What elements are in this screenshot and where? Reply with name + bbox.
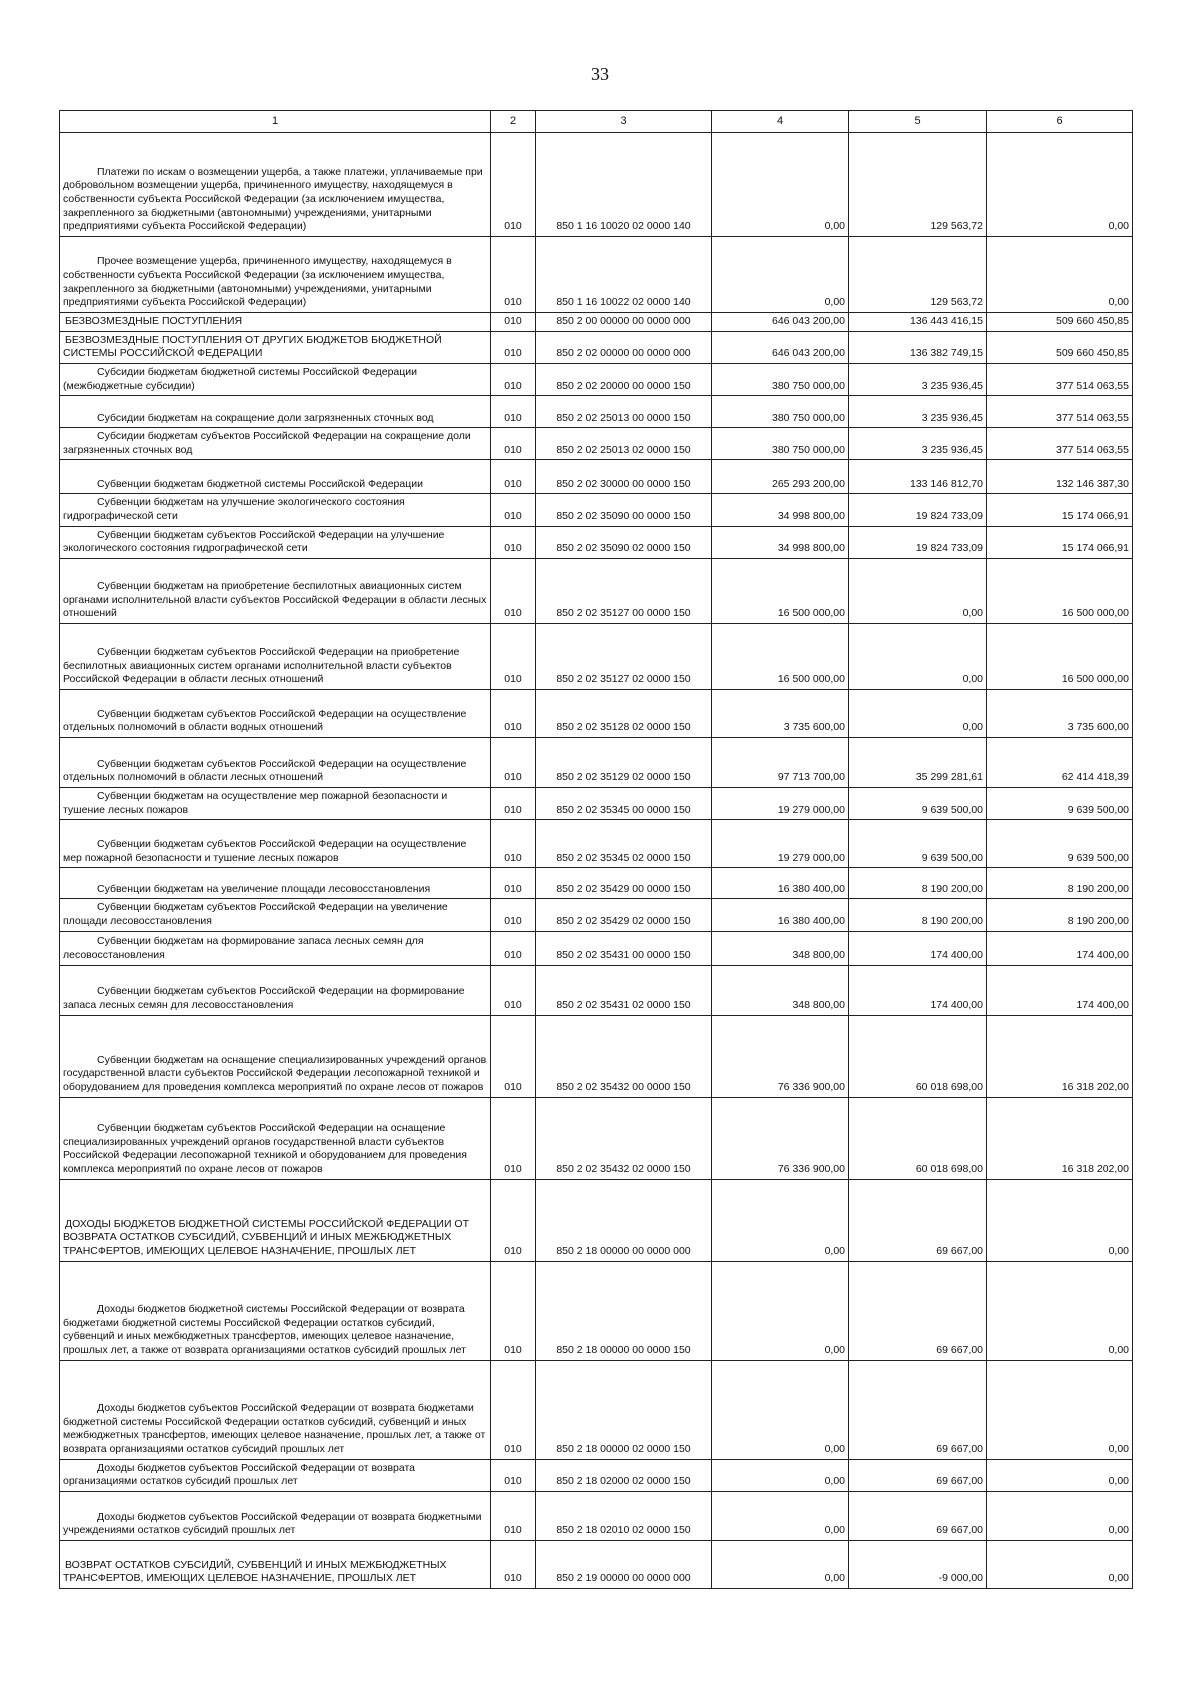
row-description: Субсидии бюджетам на сокращение доли загрязненных сточных вод <box>60 396 491 428</box>
row-description: Доходы бюджетов субъектов Российской Федерации от возврата организациями остатков субсидий прошлых лет <box>60 1459 491 1491</box>
amount-col4: 34 998 800,00 <box>712 494 849 526</box>
amount-col4: 76 336 900,00 <box>712 1015 849 1097</box>
amount-col5: 19 824 733,09 <box>849 526 987 558</box>
table-row <box>60 868 1133 899</box>
amount-col6: 509 660 450,85 <box>987 331 1133 363</box>
administrator-code: 010 <box>491 624 536 690</box>
amount-col5: 35 299 281,61 <box>849 738 987 788</box>
amount-col5: 3 235 936,45 <box>849 396 987 428</box>
amount-col5: 69 667,00 <box>849 1491 987 1540</box>
amount-col6: 9 639 500,00 <box>987 820 1133 868</box>
amount-col5: 3 235 936,45 <box>849 428 987 460</box>
amount-col5: 129 563,72 <box>849 237 987 313</box>
amount-col6: 132 146 387,30 <box>987 460 1133 494</box>
budget-classification-code: 850 2 18 00000 00 0000 150 <box>536 1261 712 1360</box>
amount-col5: 9 639 500,00 <box>849 820 987 868</box>
amount-col4: 0,00 <box>712 1540 849 1588</box>
administrator-code: 010 <box>491 1540 536 1588</box>
table-row <box>60 820 1133 868</box>
amount-col5: 0,00 <box>849 690 987 738</box>
row-description: Платежи по искам о возмещении ущерба, а также платежи, уплачиваемые при добровольном возмещении ущерба, причиненного имуществу, находящемуся в собственности субъекта Российской Федерации (за исключением имущества, закрепленного за бюджетными (автономными) учреждениями, унитарными предприятиями субъекта Российской Федерации) <box>60 133 491 237</box>
amount-col4: 0,00 <box>712 133 849 237</box>
amount-col5: 133 146 812,70 <box>849 460 987 494</box>
table-row <box>60 965 1133 1015</box>
amount-col5: 69 667,00 <box>849 1459 987 1491</box>
row-description: Субвенции бюджетам субъектов Российской Федерации на осуществление мер пожарной безопасности и тушение лесных пожаров <box>60 820 491 868</box>
amount-col6: 16 318 202,00 <box>987 1015 1133 1097</box>
row-description: БЕЗВОЗМЕЗДНЫЕ ПОСТУПЛЕНИЯ <box>60 313 491 332</box>
amount-col5: 69 667,00 <box>849 1360 987 1459</box>
budget-classification-code: 850 2 02 35127 00 0000 150 <box>536 559 712 624</box>
amount-col4: 0,00 <box>712 1261 849 1360</box>
budget-classification-code: 850 2 02 35431 02 0000 150 <box>536 965 712 1015</box>
budget-classification-code: 850 2 02 35127 02 0000 150 <box>536 624 712 690</box>
column-header-3: 3 <box>536 111 712 133</box>
amount-col6: 0,00 <box>987 133 1133 237</box>
budget-classification-code: 850 2 02 35345 02 0000 150 <box>536 820 712 868</box>
administrator-code: 010 <box>491 690 536 738</box>
budget-classification-code: 850 2 02 35429 00 0000 150 <box>536 868 712 899</box>
amount-col6: 509 660 450,85 <box>987 313 1133 332</box>
amount-col6: 62 414 418,39 <box>987 738 1133 788</box>
amount-col4: 348 800,00 <box>712 931 849 965</box>
table-row <box>60 1097 1133 1179</box>
amount-col5: 136 382 749,15 <box>849 331 987 363</box>
row-description: Субвенции бюджетам на приобретение беспилотных авиационных систем органами исполнительной власти субъектов Российской Федерации в области лесных отношений <box>60 559 491 624</box>
budget-classification-code: 850 2 18 02010 02 0000 150 <box>536 1491 712 1540</box>
amount-col6: 377 514 063,55 <box>987 396 1133 428</box>
table-row <box>60 428 1133 460</box>
administrator-code: 010 <box>491 1015 536 1097</box>
row-description: ВОЗВРАТ ОСТАТКОВ СУБСИДИЙ, СУБВЕНЦИЙ И ИНЫХ МЕЖБЮДЖЕТНЫХ ТРАНСФЕРТОВ, ИМЕЮЩИХ ЦЕЛЕВОЕ НАЗНАЧЕНИЕ, ПРОШЛЫХ ЛЕТ <box>60 1540 491 1588</box>
amount-col5: 3 235 936,45 <box>849 363 987 395</box>
row-description: Субвенции бюджетам бюджетной системы Российской Федерации <box>60 460 491 494</box>
table-row <box>60 1491 1133 1540</box>
row-description: Субвенции бюджетам на улучшение экологического состояния гидрографической сети <box>60 494 491 526</box>
budget-classification-code: 850 2 02 25013 00 0000 150 <box>536 396 712 428</box>
row-description: Субвенции бюджетам субъектов Российской Федерации на увеличение площади лесовосстановления <box>60 899 491 931</box>
table-row <box>60 363 1133 395</box>
budget-classification-code: 850 1 16 10022 02 0000 140 <box>536 237 712 313</box>
amount-col5: 174 400,00 <box>849 931 987 965</box>
amount-col4: 0,00 <box>712 237 849 313</box>
administrator-code: 010 <box>491 428 536 460</box>
budget-classification-code: 850 2 19 00000 00 0000 000 <box>536 1540 712 1588</box>
administrator-code: 010 <box>491 931 536 965</box>
row-description: Субсидии бюджетам субъектов Российской Федерации на сокращение доли загрязненных сточных вод <box>60 428 491 460</box>
budget-classification-code: 850 2 02 25013 02 0000 150 <box>536 428 712 460</box>
column-number-header-row <box>60 111 1133 133</box>
row-description: Доходы бюджетов субъектов Российской Федерации от возврата бюджетными учреждениями остатков субсидий прошлых лет <box>60 1491 491 1540</box>
budget-classification-code: 850 2 02 35090 00 0000 150 <box>536 494 712 526</box>
row-description: Субвенции бюджетам на осуществление мер пожарной безопасности и тушение лесных пожаров <box>60 788 491 820</box>
amount-col4: 76 336 900,00 <box>712 1097 849 1179</box>
table-row <box>60 1179 1133 1261</box>
amount-col5: 129 563,72 <box>849 133 987 237</box>
amount-col6: 377 514 063,55 <box>987 363 1133 395</box>
budget-classification-code: 850 2 02 20000 00 0000 150 <box>536 363 712 395</box>
row-description: Доходы бюджетов бюджетной системы Российской Федерации от возврата бюджетами бюджетной системы Российской Федерации остатков субсидий, субвенций и иных межбюджетных трансфертов, имеющих целевое назначение, прошлых лет, а также от возврата организациями остатков субсидий прошлых лет <box>60 1261 491 1360</box>
amount-col4: 265 293 200,00 <box>712 460 849 494</box>
table-row <box>60 396 1133 428</box>
budget-classification-code: 850 2 02 35129 02 0000 150 <box>536 738 712 788</box>
column-header-5: 5 <box>849 111 987 133</box>
administrator-code: 010 <box>491 460 536 494</box>
administrator-code: 010 <box>491 1459 536 1491</box>
amount-col5: 69 667,00 <box>849 1261 987 1360</box>
amount-col4: 34 998 800,00 <box>712 526 849 558</box>
amount-col4: 646 043 200,00 <box>712 331 849 363</box>
table-row <box>60 899 1133 931</box>
amount-col4: 0,00 <box>712 1491 849 1540</box>
column-header-4: 4 <box>712 111 849 133</box>
amount-col4: 16 500 000,00 <box>712 624 849 690</box>
budget-classification-code: 850 2 00 00000 00 0000 000 <box>536 313 712 332</box>
page-number: 33 <box>591 64 609 84</box>
administrator-code: 010 <box>491 788 536 820</box>
table-row <box>60 1360 1133 1459</box>
table-row <box>60 931 1133 965</box>
table-row <box>60 526 1133 558</box>
column-header-2: 2 <box>491 111 536 133</box>
administrator-code: 010 <box>491 965 536 1015</box>
administrator-code: 010 <box>491 133 536 237</box>
row-description: Субсидии бюджетам бюджетной системы Российской Федерации (межбюджетные субсидии) <box>60 363 491 395</box>
amount-col6: 9 639 500,00 <box>987 788 1133 820</box>
row-description: Субвенции бюджетам субъектов Российской Федерации на осуществление отдельных полномочий в области водных отношений <box>60 690 491 738</box>
amount-col4: 19 279 000,00 <box>712 820 849 868</box>
table-row <box>60 738 1133 788</box>
amount-col4: 348 800,00 <box>712 965 849 1015</box>
administrator-code: 010 <box>491 1261 536 1360</box>
amount-col6: 15 174 066,91 <box>987 494 1133 526</box>
budget-classification-code: 850 2 02 00000 00 0000 000 <box>536 331 712 363</box>
administrator-code: 010 <box>491 1097 536 1179</box>
budget-classification-code: 850 2 02 35429 02 0000 150 <box>536 899 712 931</box>
administrator-code: 010 <box>491 363 536 395</box>
amount-col5: 0,00 <box>849 559 987 624</box>
amount-col6: 0,00 <box>987 237 1133 313</box>
row-description: Субвенции бюджетам субъектов Российской Федерации на осуществление отдельных полномочий в области лесных отношений <box>60 738 491 788</box>
row-description: Субвенции бюджетам субъектов Российской Федерации на улучшение экологического состояния гидрографической сети <box>60 526 491 558</box>
amount-col6: 174 400,00 <box>987 931 1133 965</box>
amount-col6: 16 500 000,00 <box>987 559 1133 624</box>
amount-col4: 380 750 000,00 <box>712 396 849 428</box>
administrator-code: 010 <box>491 494 536 526</box>
table-row <box>60 559 1133 624</box>
table-row <box>60 331 1133 363</box>
row-description: Субвенции бюджетам на увеличение площади лесовосстановления <box>60 868 491 899</box>
amount-col6: 174 400,00 <box>987 965 1133 1015</box>
table-row <box>60 1540 1133 1588</box>
amount-col5: 19 824 733,09 <box>849 494 987 526</box>
row-description: Субвенции бюджетам на оснащение специализированных учреждений органов государственной власти субъектов Российской Федерации лесопожарной техникой и оборудованием для проведения комплекса мероприятий по охране лесов от пожаров <box>60 1015 491 1097</box>
amount-col4: 19 279 000,00 <box>712 788 849 820</box>
column-header-6: 6 <box>987 111 1133 133</box>
row-description: Субвенции бюджетам субъектов Российской Федерации на приобретение беспилотных авиационных систем органами исполнительной власти субъектов Российской Федерации в области лесных отношений <box>60 624 491 690</box>
administrator-code: 010 <box>491 738 536 788</box>
administrator-code: 010 <box>491 331 536 363</box>
administrator-code: 010 <box>491 1360 536 1459</box>
table-row <box>60 494 1133 526</box>
amount-col4: 646 043 200,00 <box>712 313 849 332</box>
administrator-code: 010 <box>491 526 536 558</box>
table-row <box>60 624 1133 690</box>
table-row <box>60 313 1133 332</box>
amount-col6: 0,00 <box>987 1459 1133 1491</box>
row-description: Доходы бюджетов субъектов Российской Федерации от возврата бюджетами бюджетной системы Российской Федерации остатков субсидий, субвенций и иных межбюджетных трансфертов, имеющих целевое назначение, прошлых лет, а также от возврата организациями остатков субсидий прошлых лет <box>60 1360 491 1459</box>
budget-classification-code: 850 2 02 35345 00 0000 150 <box>536 788 712 820</box>
row-description: БЕЗВОЗМЕЗДНЫЕ ПОСТУПЛЕНИЯ ОТ ДРУГИХ БЮДЖЕТОВ БЮДЖЕТНОЙ СИСТЕМЫ РОССИЙСКОЙ ФЕДЕРАЦИИ <box>60 331 491 363</box>
amount-col5: 8 190 200,00 <box>849 868 987 899</box>
amount-col6: 377 514 063,55 <box>987 428 1133 460</box>
amount-col4: 0,00 <box>712 1179 849 1261</box>
budget-classification-code: 850 2 18 02000 02 0000 150 <box>536 1459 712 1491</box>
column-header-1: 1 <box>60 111 491 133</box>
budget-classification-code: 850 2 18 00000 02 0000 150 <box>536 1360 712 1459</box>
amount-col4: 380 750 000,00 <box>712 428 849 460</box>
administrator-code: 010 <box>491 1179 536 1261</box>
amount-col4: 380 750 000,00 <box>712 363 849 395</box>
amount-col5: 0,00 <box>849 624 987 690</box>
amount-col6: 3 735 600,00 <box>987 690 1133 738</box>
amount-col4: 16 500 000,00 <box>712 559 849 624</box>
budget-classification-code: 850 2 02 35128 02 0000 150 <box>536 690 712 738</box>
amount-col6: 16 318 202,00 <box>987 1097 1133 1179</box>
administrator-code: 010 <box>491 868 536 899</box>
table-row <box>60 237 1133 313</box>
amount-col6: 8 190 200,00 <box>987 899 1133 931</box>
amount-col5: 136 443 416,15 <box>849 313 987 332</box>
table-body <box>60 133 1133 1589</box>
table-row <box>60 1015 1133 1097</box>
row-description: Субвенции бюджетам на формирование запаса лесных семян для лесовосстановления <box>60 931 491 965</box>
amount-col4: 16 380 400,00 <box>712 868 849 899</box>
amount-col4: 97 713 700,00 <box>712 738 849 788</box>
amount-col5: 69 667,00 <box>849 1179 987 1261</box>
administrator-code: 010 <box>491 559 536 624</box>
administrator-code: 010 <box>491 820 536 868</box>
amount-col6: 0,00 <box>987 1179 1133 1261</box>
table-row <box>60 133 1133 237</box>
row-description: ДОХОДЫ БЮДЖЕТОВ БЮДЖЕТНОЙ СИСТЕМЫ РОССИЙСКОЙ ФЕДЕРАЦИИ ОТ ВОЗВРАТА ОСТАТКОВ СУБСИДИЙ, СУБВЕНЦИЙ И ИНЫХ МЕЖБЮДЖЕТНЫХ ТРАНСФЕРТОВ, ИМЕЮЩИХ ЦЕЛЕВОЕ НАЗНАЧЕНИЕ, ПРОШЛЫХ ЛЕТ <box>60 1179 491 1261</box>
row-description: Прочее возмещение ущерба, причиненного имуществу, находящемуся в собственности субъекта Российской Федерации (за исключением имущества, закрепленного за бюджетными (автономными) учреждениями, унитарными предприятиями субъекта Российской Федерации) <box>60 237 491 313</box>
amount-col6: 0,00 <box>987 1261 1133 1360</box>
amount-col6: 16 500 000,00 <box>987 624 1133 690</box>
budget-classification-code: 850 2 18 00000 00 0000 000 <box>536 1179 712 1261</box>
amount-col6: 15 174 066,91 <box>987 526 1133 558</box>
amount-col6: 0,00 <box>987 1360 1133 1459</box>
amount-col4: 0,00 <box>712 1459 849 1491</box>
budget-classification-code: 850 2 02 30000 00 0000 150 <box>536 460 712 494</box>
amount-col6: 8 190 200,00 <box>987 868 1133 899</box>
amount-col4: 3 735 600,00 <box>712 690 849 738</box>
table-row <box>60 1261 1133 1360</box>
table-row <box>60 1459 1133 1491</box>
table-row <box>60 690 1133 738</box>
administrator-code: 010 <box>491 1491 536 1540</box>
administrator-code: 010 <box>491 396 536 428</box>
budget-classification-code: 850 2 02 35432 00 0000 150 <box>536 1015 712 1097</box>
amount-col6: 0,00 <box>987 1540 1133 1588</box>
budget-revenue-table <box>59 110 1133 1589</box>
amount-col4: 0,00 <box>712 1360 849 1459</box>
row-description: Субвенции бюджетам субъектов Российской Федерации на формирование запаса лесных семян для лесовосстановления <box>60 965 491 1015</box>
amount-col5: 60 018 698,00 <box>849 1015 987 1097</box>
amount-col5: 8 190 200,00 <box>849 899 987 931</box>
amount-col6: 0,00 <box>987 1491 1133 1540</box>
administrator-code: 010 <box>491 899 536 931</box>
budget-classification-code: 850 2 02 35431 00 0000 150 <box>536 931 712 965</box>
budget-classification-code: 850 2 02 35432 02 0000 150 <box>536 1097 712 1179</box>
administrator-code: 010 <box>491 313 536 332</box>
table-row <box>60 788 1133 820</box>
budget-classification-code: 850 1 16 10020 02 0000 140 <box>536 133 712 237</box>
amount-col4: 16 380 400,00 <box>712 899 849 931</box>
amount-col5: 60 018 698,00 <box>849 1097 987 1179</box>
budget-classification-code: 850 2 02 35090 02 0000 150 <box>536 526 712 558</box>
amount-col5: 174 400,00 <box>849 965 987 1015</box>
table-row <box>60 460 1133 494</box>
administrator-code: 010 <box>491 237 536 313</box>
amount-col5: 9 639 500,00 <box>849 788 987 820</box>
amount-col5: -9 000,00 <box>849 1540 987 1588</box>
row-description: Субвенции бюджетам субъектов Российской Федерации на оснащение специализированных учреждений органов государственной власти субъектов Российской Федерации лесопожарной техникой и оборудованием для проведения комплекса мероприятий по охране лесов от пожаров <box>60 1097 491 1179</box>
